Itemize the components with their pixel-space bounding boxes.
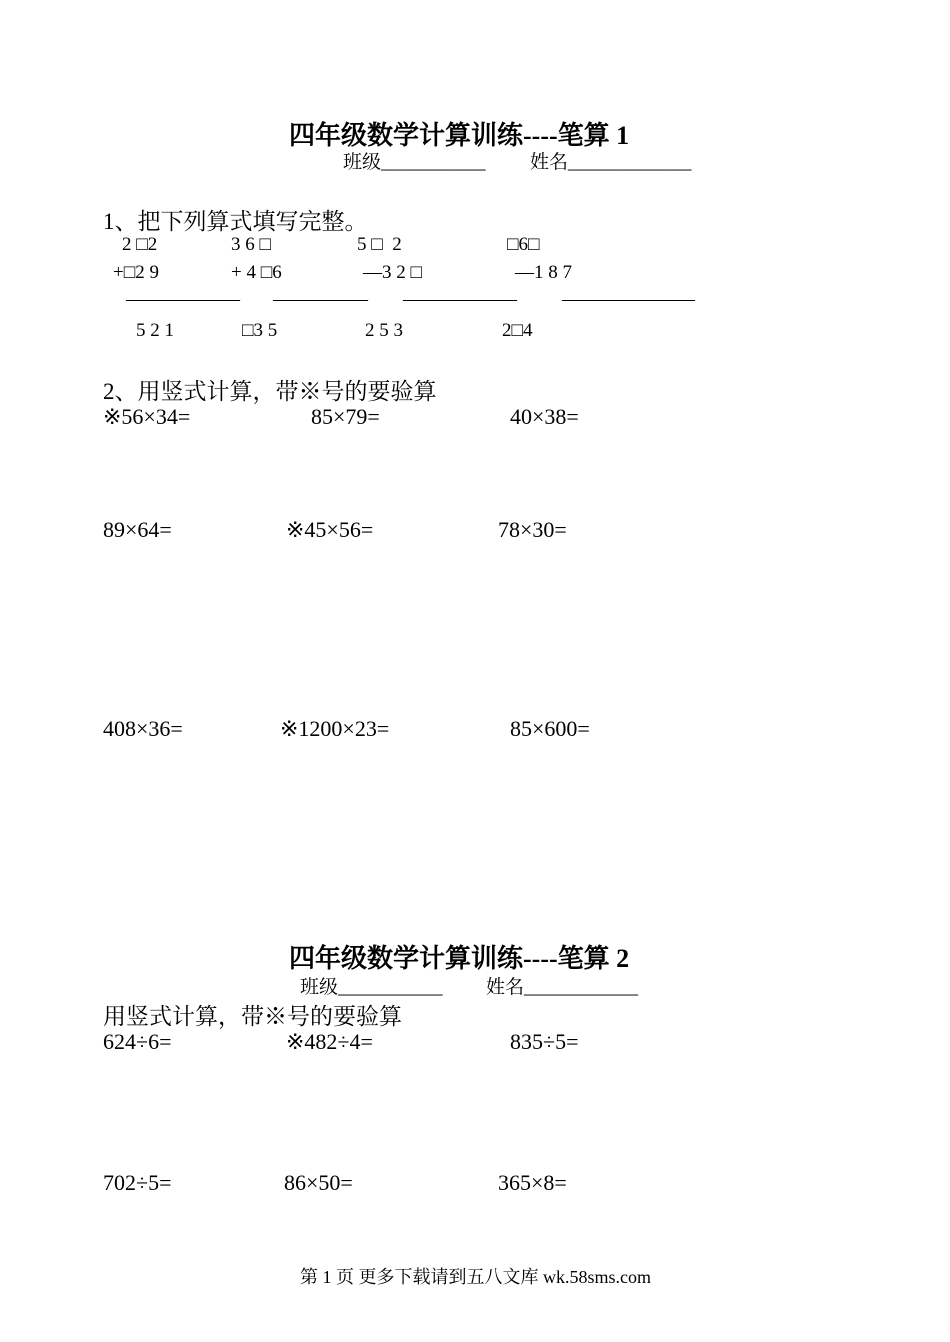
sheet1-class-field: 班级___________ (343, 152, 486, 173)
problem: 835÷5= (510, 1029, 579, 1054)
problem: 408×36= (103, 716, 183, 741)
problem: 86×50= (284, 1170, 353, 1195)
fill-cell: + 4 □6 (231, 262, 282, 283)
problem: ※482÷4= (286, 1029, 373, 1054)
sum-line: —————— (403, 289, 517, 310)
fill-cell: —3 2 □ (363, 262, 422, 283)
problem: ※1200×23= (280, 716, 390, 741)
page-footer: 第 1 页 更多下载请到五八文库 wk.58sms.com (300, 1267, 651, 1287)
section1-heading: 1、把下列算式填写完整。 (103, 209, 368, 234)
problem: 40×38= (510, 404, 579, 429)
fill-cell: 2 □2 (122, 234, 158, 255)
problem: 85×600= (510, 716, 590, 741)
fill-cell: +□2 9 (113, 262, 159, 283)
sheet2-name-field: 姓名____________ (486, 977, 639, 998)
sum-line: ————— (273, 289, 368, 310)
problem: 85×79= (311, 404, 380, 429)
sheet1-title: 四年级数学计算训练----笔算 1 (289, 121, 630, 150)
fill-cell: 5 □ 2 (357, 234, 402, 255)
problem: ※56×34= (103, 404, 191, 429)
problem: ※45×56= (286, 517, 374, 542)
fill-cell: 2□4 (502, 320, 533, 341)
sheet2-class-field: 班级___________ (300, 977, 443, 998)
fill-cell: 2 5 3 (365, 320, 403, 341)
fill-cell: —1 8 7 (515, 262, 572, 283)
problem: 78×30= (498, 517, 567, 542)
fill-cell: 3 6 □ (231, 234, 271, 255)
sum-line: —————— (126, 289, 240, 310)
problem: 624÷6= (103, 1029, 172, 1054)
problem: 702÷5= (103, 1170, 172, 1195)
sheet2-heading: 用竖式计算，带※号的要验算 (103, 1004, 402, 1029)
fill-cell: □3 5 (242, 320, 278, 341)
problem: 89×64= (103, 517, 172, 542)
section2-heading: 2、用竖式计算，带※号的要验算 (103, 379, 437, 404)
fill-cell: 5 2 1 (136, 320, 174, 341)
sum-line: ——————— (562, 289, 695, 310)
sheet2-title: 四年级数学计算训练----笔算 2 (289, 944, 630, 973)
problem: 365×8= (498, 1170, 567, 1195)
fill-cell: □6□ (507, 234, 540, 255)
sheet1-name-field: 姓名_____________ (530, 152, 692, 173)
